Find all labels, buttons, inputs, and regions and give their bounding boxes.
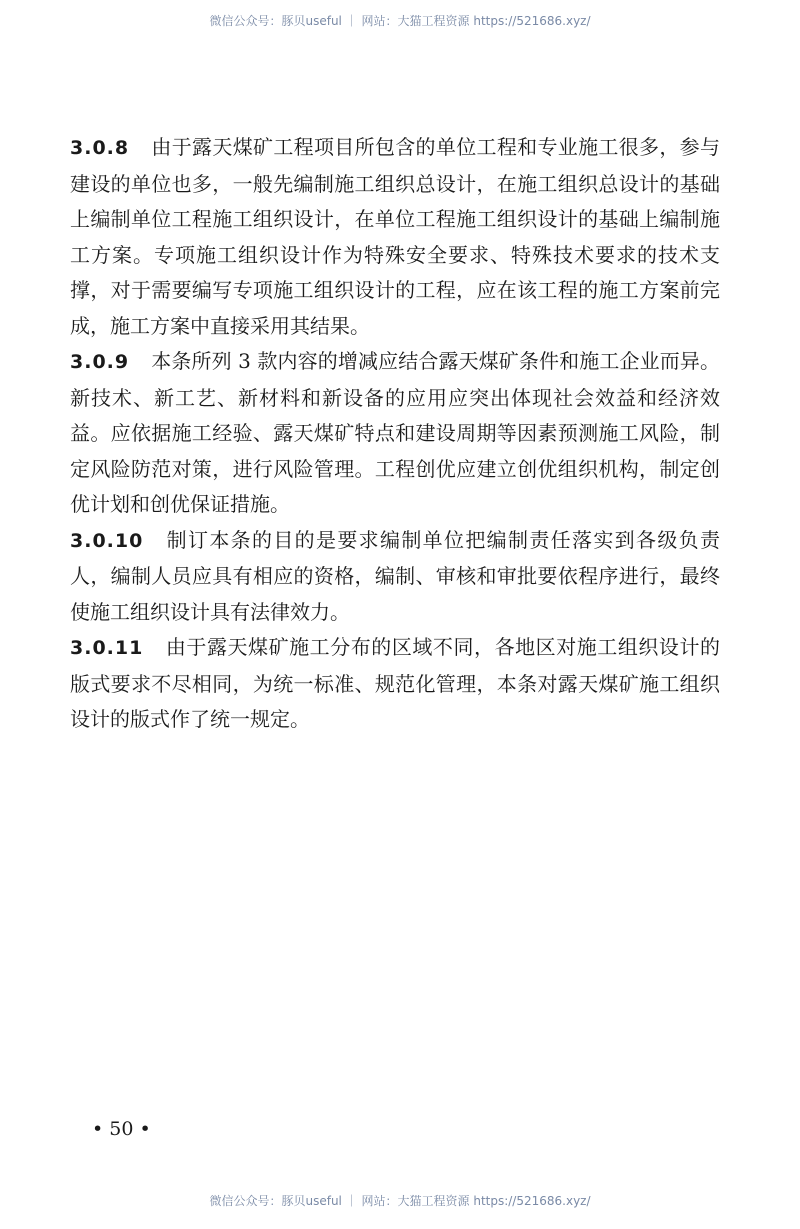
document-body [70, 130, 720, 738]
clause-text: 由于露天煤矿施工分布的区域不同，各地区对施工组织设计的版式要求不尽相同，为统一标准、规范化管理，本条对露天煤矿施工组织设计的版式作了统一规定。 [70, 635, 720, 731]
clause-text: 制订本条的目的是要求编制单位把编制责任落实到各级负责人，编制人员应具有相应的资格，编制、审核和审批要依程序进行，最终使施工组织设计具有法律效力。 [70, 527, 720, 624]
clause-number: 3.0.11 [70, 637, 144, 659]
clause-3-0-8 [70, 130, 720, 344]
watermark-bottom: 微信公众号：豚贝useful ｜ 网站：大猫工程资源 https://521686.xyz/ [209, 1194, 591, 1208]
page-number: • 50 • [92, 1118, 151, 1140]
watermark-top: 微信公众号：豚贝useful ｜ 网站：大猫工程资源 https://521686.xyz/ [209, 14, 591, 28]
clause-text: 由于露天煤矿工程项目所包含的单位工程和专业施工很多，参与建设的单位也多，一般先编制施工组织总设计，在施工组织总设计的基础上编制单位工程施工组织设计，在单位工程施工组织设计的基础上编制施工方案。专项施工组织设计作为特殊安全要求、特殊技术要求的技术支撑，对于需要编写专项施工组织设计的工程，应在该工程的施工方案前完成，施工方案中直接采用其结果。 [70, 135, 720, 338]
clause-3-0-9 [70, 344, 720, 523]
clause-number: 3.0.9 [70, 351, 130, 373]
clause-number: 3.0.10 [70, 529, 144, 552]
clause-3-0-10 [70, 523, 720, 631]
clause-number: 3.0.8 [70, 137, 130, 159]
clause-3-0-11 [70, 630, 720, 738]
clause-text: 本条所列 3 款内容的增减应结合露天煤矿条件和施工企业而异。新技术、新工艺、新材料和新设备的应用应突出体现社会效益和经济效益。应依据施工经验、露天煤矿特点和建设周期等因素预测施工风险，制定风险防范对策，进行风险管理。工程创优应建立创优组织机构，制定创优计划和创优保证措施。 [70, 349, 720, 516]
